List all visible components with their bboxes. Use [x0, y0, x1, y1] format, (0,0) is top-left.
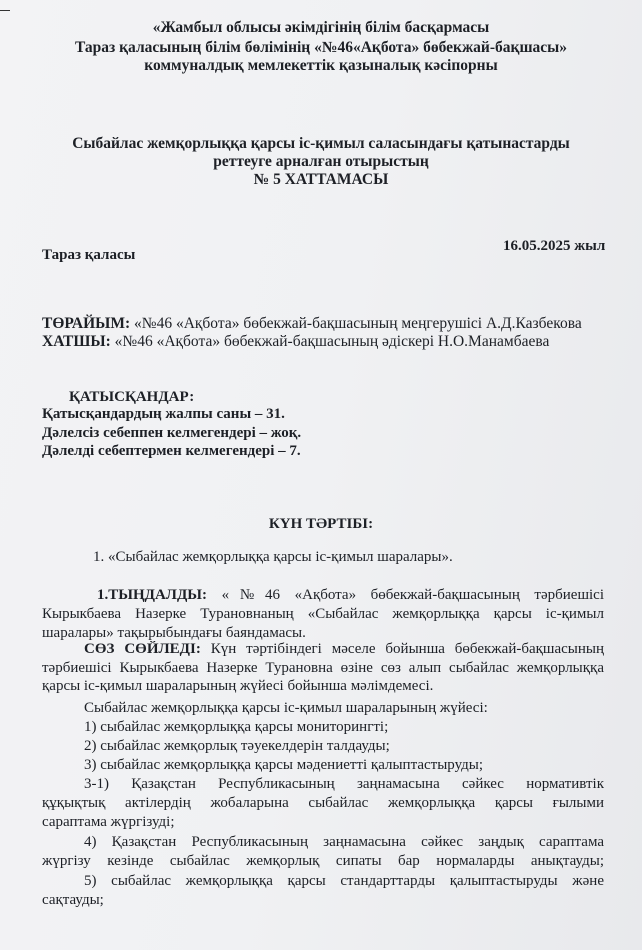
secretary-text: «№46 «Ақбота» бөбекжай-бақшасының әдіскері Н.О.Манамбаева	[114, 333, 550, 350]
body-item-3-1-line-3: сараптама жүргізуді;	[42, 814, 175, 830]
spoke-line-1-rest: Күн тәртібіндегі мәселе бойынша бөбекжай-бақшасының	[210, 641, 604, 657]
body-item-3-1-line-1: 3-1) Қазақстан Республикасының заңнамасына сәйкес нормативтік	[84, 776, 604, 792]
header-line-1: «Жамбыл облысы әкімдігінің білім басқармасы	[152, 19, 490, 36]
secretary-label: ХАТШЫ:	[42, 333, 111, 350]
heard-line-2: Кырыкбаева Назерке Турановнаның «Сыбайлас жемқорлыққа қарсы іс-қимыл	[42, 606, 604, 622]
absent-unexcused: Дәлелсіз себеппен келмегендері – жоқ.	[42, 425, 302, 441]
title-line-2: реттеуге арналған отырыстың	[213, 153, 429, 170]
heard-label: 1.ТЫҢДАЛДЫ:	[97, 587, 208, 603]
title-line-3: № 5 ХАТТАМАСЫ	[253, 171, 389, 188]
attendees-heading: ҚАТЫСҚАНДАР:	[69, 389, 195, 405]
chair-line	[42, 315, 582, 333]
spoke-line-1	[84, 641, 604, 658]
body-item-3-1-line-2: құқықтық актілердің жобаларына сыбайлас жемқорлыққа қарсы ғылыми	[42, 795, 604, 811]
body-item-1: 1) сыбайлас жемқорлыққа қарсы мониторингті;	[84, 719, 389, 735]
chair-label: ТӨРАЙЫМ:	[42, 315, 131, 332]
spoke-line-3: қарсы іс-қимыл шараларының жүйесі бойынша мәлімдемесі.	[42, 678, 434, 694]
body-item-2: 2) сыбайлас жемқорлық тәуекелдерін талдауды;	[84, 738, 390, 754]
absent-excused: Дәлелді себептермен келмегендері – 7.	[42, 443, 301, 459]
header-line-3: коммуналдық мемлекеттік қазыналық кәсіпорны	[144, 57, 498, 74]
body-item-5-line-1: 5) сыбайлас жемқорлыққа қарсы стандарттарды қалыптастыруды және	[84, 873, 604, 889]
body-intro: Сыбайлас жемқорлыққа қарсы іс-қимыл шараларының жүйесі:	[84, 700, 488, 716]
spoke-label: СӨЗ СӨЙЛЕДІ:	[84, 641, 201, 657]
place: Тараз қаласы	[42, 247, 136, 263]
header-line-2: Тараз қаласының білім бөлімінің «№46«Ақбота» бөбекжай-бақшасы»	[74, 39, 568, 56]
spoke-line-2: тәрбиешісі Кырыкбаева Назерке Турановна өзіне сөз алып сыбайлас жемқорлыққа	[42, 660, 604, 676]
heard-line-3: шаралары» тақырыбындағы баяндамасы.	[42, 625, 306, 641]
secretary-line	[42, 333, 549, 351]
body-item-4-line-2: жүргізу кезінде сыбайлас жемқорлық сипаты бар нормаларды анықтауды;	[42, 853, 604, 869]
agenda-item-1: 1. «Сыбайлас жемқорлыққа қарсы іс-қимыл шаралары».	[93, 549, 453, 565]
chair-text: «№46 «Ақбота» бөбекжай-бақшасының меңгерушісі А.Д.Казбекова	[134, 315, 582, 332]
heard-line-1	[97, 587, 604, 604]
body-item-3: 3) сыбайлас жемқорлыққа қарсы мәдениетті қалыптастыруды;	[84, 757, 484, 773]
body-item-4-line-1: 4) Қазақстан Республикасының заңнамасына сәйкес заңдық сараптама	[84, 834, 604, 850]
body-item-5-line-2: сақтауды;	[42, 892, 104, 908]
agenda-heading: КҮН ТӘРТІБІ:	[268, 516, 374, 532]
corner-mark	[0, 10, 10, 11]
title-line-1: Сыбайлас жемқорлыққа қарсы іс-қимыл саласындағы қатынастарды	[72, 135, 570, 152]
date: 16.05.2025 жыл	[503, 238, 606, 254]
attendees-total: Қатысқандардың жалпы саны – 31.	[42, 406, 285, 422]
heard-line-1-rest: «№46 «Ақбота» бөбекжай-бақшасының тәрбиешісі	[221, 587, 604, 603]
